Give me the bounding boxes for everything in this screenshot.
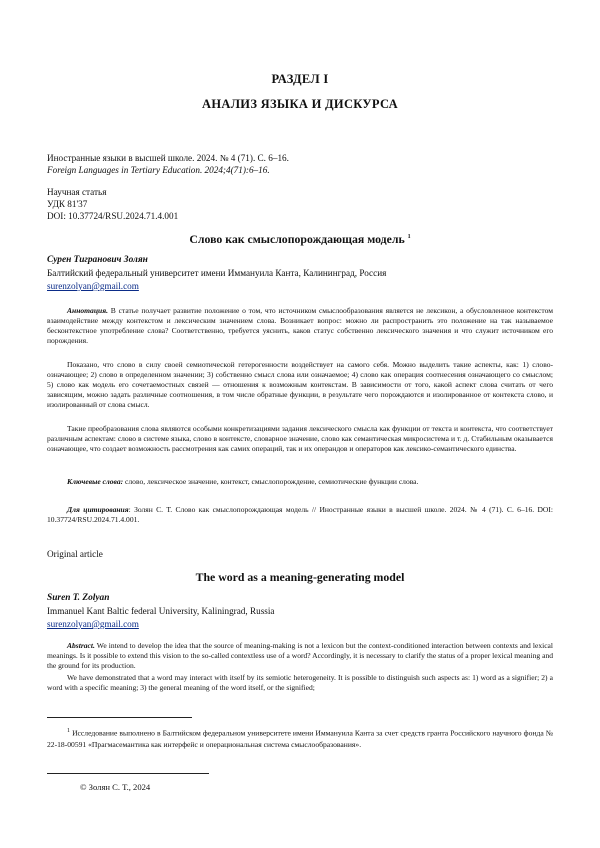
en-abstract-label: Abstract. [67, 641, 95, 650]
ru-abstract-para2: Показано, что слово в силу своей семиотической гетерогенности воздействует на самого себя. Можно выделить такие аспекты, как: 1) слово-означающее; 2) слово в определенном значении; 3) собственно смысл слова или означаемое; 4) слово как операция соотнесения означающего со смыслом; 5) слово как модель его сочетаемостных связей — отношения к возможным контекстам. В зависимости от того, какой аспект слова считать от чего зависящим, можно задать различные соотношения, в том числе обратные функции, в результате чего порождаются и изолированное от контекста слово, и изолированный от слова смысл. [47, 360, 553, 409]
doi: DOI: 10.37724/RSU.2024.71.4.001 [47, 211, 179, 221]
citation-line-en: Foreign Languages in Tertiary Education. 2024;4(71):6–16. [47, 165, 270, 175]
ru-keywords-text: слово, лексическое значение, контекст, смыслопорождение, семиотические функции слова. [123, 477, 419, 486]
ru-author-name: Сурен Тигранович Золян [47, 255, 148, 265]
footnote-divider [47, 717, 192, 718]
ru-affiliation: Балтийский федеральный университет имени Иммануила Канта, Калининград, Россия [47, 268, 387, 278]
ru-cite-as [47, 505, 553, 525]
ru-cite-text: : Золян С. Т. Слово как смыслопорождающая модель // Иностранные языки в высшей школе. 2024. № 4 (71). С. 6–16. DOI: 10.37724/RSU.2024.71.4.001. [47, 505, 553, 524]
ru-keywords [47, 477, 553, 487]
en-abstract-para2: We have demonstrated that a word may interact with itself by its semiotic heterogeneity. It is possible to distinguish such aspects as: 1) word as a signifier; 2) a word with a specific meaning; 3) the general meaning of the word itself, or the signified; [47, 673, 553, 692]
en-abstract [47, 641, 553, 671]
copyright-divider [47, 773, 209, 774]
udc-code: УДК 81'37 [47, 199, 88, 209]
en-author-name: Suren T. Zolyan [47, 593, 110, 603]
copyright-notice: © Золян С. Т., 2024 [80, 782, 151, 792]
footnote-text: Исследование выполнено в Балтийском федеральном университете имени Иммануила Канта за счет средств гранта Российского научного фонда № 22-18-00591 «Прагмасемантика как интерфейс и операциональная система смыслообразования». [47, 728, 553, 749]
en-abstract-text: We intend to develop the idea that the source of meaning-making is not a lexicon but the context-conditioned interaction between contexts and lexical meanings. Is it possible to extend this vision to the so-called contextless use of a word? Accordingly, it is necessary to clarify the status of a proper lexical meaning and the ground for its production. [47, 641, 553, 670]
ru-author-email[interactable]: surenzolyan@gmail.com [47, 281, 139, 291]
ru-title-text: Слово как смыслопорождающая модель [189, 232, 405, 246]
en-affiliation: Immanuel Kant Baltic federal University, Kaliningrad, Russia [47, 606, 275, 616]
footnote-number: 1 [67, 728, 70, 734]
en-author-email[interactable]: surenzolyan@gmail.com [47, 619, 139, 629]
en-article-title: The word as a meaning-generating model [195, 570, 405, 584]
ru-abstract-label: Аннотация. [67, 306, 108, 315]
en-article-type: Original article [47, 549, 103, 559]
ru-keywords-label: Ключевые слова: [67, 477, 124, 486]
section-label: РАЗДЕЛ I [271, 72, 329, 86]
citation-line-ru: Иностранные языки в высшей школе. 2024. № 4 (71). С. 6–16. [47, 153, 289, 163]
ru-abstract-text: В статье получает развитие положение о том, что источником смыслообразования является не лексикон, а обусловленное контекстом взаимодействие между контекстом и лексическим значением слова. Возникает вопрос: можно ли распространить это положение на так называемое бесконтекстное употребление слова? Соответственно, требуется уяснить, каков статус собственно лексического значения и что служит источником его порождения. [47, 306, 553, 345]
footnote-marker[interactable]: 1 [407, 234, 411, 241]
ru-cite-label: Для цитирования [67, 505, 129, 514]
footnote [47, 726, 553, 750]
article-type-ru: Научная статья [47, 187, 107, 197]
ru-abstract [47, 306, 553, 346]
section-title: АНАЛИЗ ЯЗЫКА И ДИСКУРСА [202, 97, 398, 111]
ru-abstract-para3: Такие преобразования слова являются особыми конкретизациями задания лексического смысла как функции от текста и контекста, что соответствует различным аспектам: слово в системе языка, слово в контексте, словарное значение, слово как семантическая микросистема и т. д. Стабильным оказывается означающее, что создает возможность рассмотрения как самих операций, так и их операндов и операторов как лексико-семантического единства. [47, 424, 553, 453]
ru-article-title [0, 232, 600, 247]
